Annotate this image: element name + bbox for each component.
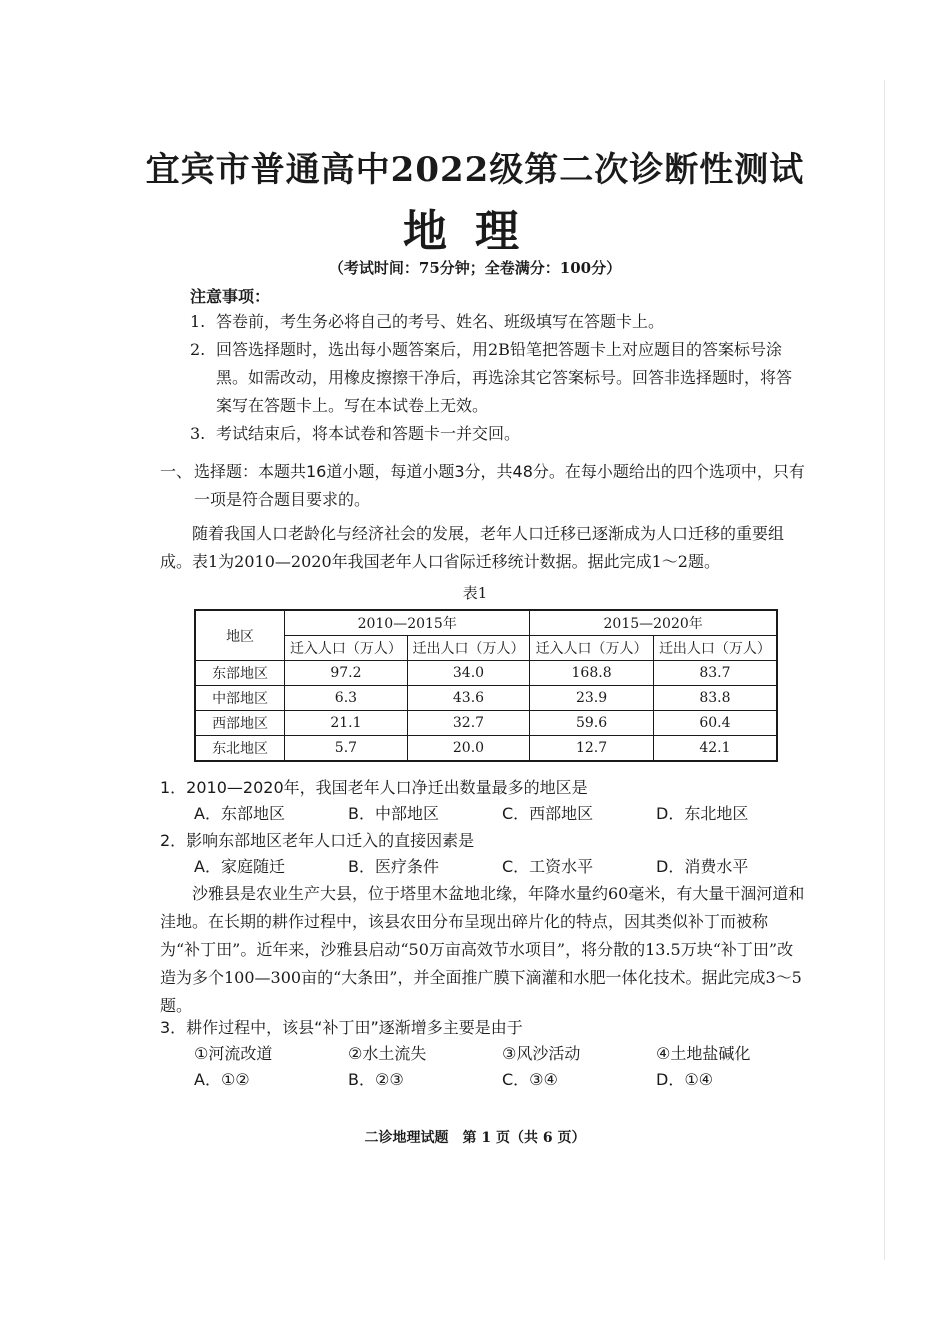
out-header: 迁出人口（万人） xyxy=(653,636,777,661)
option: D．消费水平 xyxy=(656,857,749,876)
table-caption: 表1 xyxy=(462,584,488,602)
option: D．东北地区 xyxy=(656,804,749,823)
note-number: 3. xyxy=(190,424,206,443)
question-3 xyxy=(160,1015,810,1093)
note-item xyxy=(190,420,800,448)
section-number: 一、 xyxy=(160,462,193,481)
value-cell: 42.1 xyxy=(653,736,777,762)
note-number: 1. xyxy=(190,312,206,331)
option-list xyxy=(160,854,810,880)
note-number: 2. xyxy=(190,340,206,359)
statement-list xyxy=(160,1041,810,1067)
question-1 xyxy=(160,775,810,827)
region-cell: 西部地区 xyxy=(195,711,285,736)
option: C．工资水平 xyxy=(502,857,594,876)
option: D．①④ xyxy=(656,1070,714,1089)
option: C．西部地区 xyxy=(502,804,594,823)
region-cell: 中部地区 xyxy=(195,686,285,711)
question-stem: 1．2010—2020年，我国老年人口净迁出数量最多的地区是 xyxy=(160,778,588,797)
statement: ④土地盐碱化 xyxy=(656,1044,751,1063)
option-list xyxy=(160,801,810,827)
value-cell: 21.1 xyxy=(285,711,408,736)
option: A．家庭随迁 xyxy=(194,857,285,876)
notes-title: 注意事项： xyxy=(190,287,271,306)
table-row xyxy=(195,711,777,736)
note-text: 考试结束后，将本试卷和答题卡一并交回。 xyxy=(216,424,521,443)
passage-1: 随着我国人口老龄化与经济社会的发展，老年人口迁移已逐渐成为人口迁移的重要组成。表1为2010—2020年我国老年人口省际迁移统计数据。据此完成1～2题。 xyxy=(160,524,785,571)
value-cell: 59.6 xyxy=(530,711,654,736)
page-footer: 二诊地理试题 第 1 页（共 6 页） xyxy=(364,1130,586,1146)
value-cell: 43.6 xyxy=(407,686,530,711)
note-item xyxy=(190,308,800,336)
value-cell: 23.9 xyxy=(530,686,654,711)
section-heading xyxy=(160,458,810,514)
table-header-row xyxy=(195,610,777,636)
value-cell: 34.0 xyxy=(407,661,530,686)
period-header: 2015—2020年 xyxy=(530,610,777,636)
value-cell: 97.2 xyxy=(285,661,408,686)
in-header: 迁入人口（万人） xyxy=(530,636,654,661)
question-stem: 2．影响东部地区老年人口迁入的直接因素是 xyxy=(160,831,475,850)
out-header: 迁出人口（万人） xyxy=(407,636,530,661)
option-list xyxy=(160,1067,810,1093)
value-cell: 83.7 xyxy=(653,661,777,686)
value-cell: 32.7 xyxy=(407,711,530,736)
value-cell: 168.8 xyxy=(530,661,654,686)
exam-title: 宜宾市普通高中2022级第二次诊断性测试 xyxy=(145,150,805,190)
section-text: 选择题：本题共16道小题，每道小题3分，共48分。在每小题给出的四个选项中，只有一项是符合题目要求的。 xyxy=(194,462,805,509)
exam-info: （考试时间：75分钟；全卷满分：100分） xyxy=(328,259,622,277)
question-stem: 3．耕作过程中，该县“补丁田”逐渐增多主要是由于 xyxy=(160,1018,523,1037)
table-row xyxy=(195,686,777,711)
option: A．东部地区 xyxy=(194,804,285,823)
note-text: 回答选择题时，选出每小题答案后，用2B铅笔把答题卡上对应题目的答案标号涂黑。如需改动，用橡皮擦擦干净后，再选涂其它答案标号。回答非选择题时，将答案写在答题卡上。写在本试卷上无效。 xyxy=(216,340,793,415)
value-cell: 83.8 xyxy=(653,686,777,711)
in-header: 迁入人口（万人） xyxy=(285,636,408,661)
question-2 xyxy=(160,828,810,880)
region-header: 地区 xyxy=(195,610,285,661)
region-cell: 东北地区 xyxy=(195,736,285,762)
notes-list xyxy=(190,308,800,448)
subject-title: 地理 xyxy=(403,206,547,257)
option: B．医疗条件 xyxy=(348,857,439,876)
statement: ②水土流失 xyxy=(348,1044,427,1063)
note-text: 答卷前，考生务必将自己的考号、姓名、班级填写在答题卡上。 xyxy=(216,312,665,331)
note-item xyxy=(190,336,800,420)
passage-2: 沙雅县是农业生产大县，位于塔里木盆地北缘，年降水量约60毫米，有大量干涸河道和洼地。在长期的耕作过程中，该县农田分布呈现出碎片化的特点，因其类似补丁而被称为“补丁田”。近年来，沙雅县启动“50万亩高效节水项目”，将分散的13.5万块“补丁田”改造为多个100—300亩的“大条田”，并全面推广膜下滴灌和水肥一体化技术。据此完成3～5题。 xyxy=(160,884,805,1015)
value-cell: 20.0 xyxy=(407,736,530,762)
region-cell: 东部地区 xyxy=(195,661,285,686)
value-cell: 6.3 xyxy=(285,686,408,711)
statement: ③风沙活动 xyxy=(502,1044,581,1063)
option: C．③④ xyxy=(502,1070,558,1089)
option: B．中部地区 xyxy=(348,804,439,823)
migration-table xyxy=(194,609,778,762)
option: A．①② xyxy=(194,1070,250,1089)
value-cell: 5.7 xyxy=(285,736,408,762)
table-row xyxy=(195,736,777,762)
statement: ①河流改道 xyxy=(194,1044,273,1063)
value-cell: 60.4 xyxy=(653,711,777,736)
period-header: 2010—2015年 xyxy=(285,610,530,636)
table-row xyxy=(195,661,777,686)
value-cell: 12.7 xyxy=(530,736,654,762)
option: B．②③ xyxy=(348,1070,404,1089)
